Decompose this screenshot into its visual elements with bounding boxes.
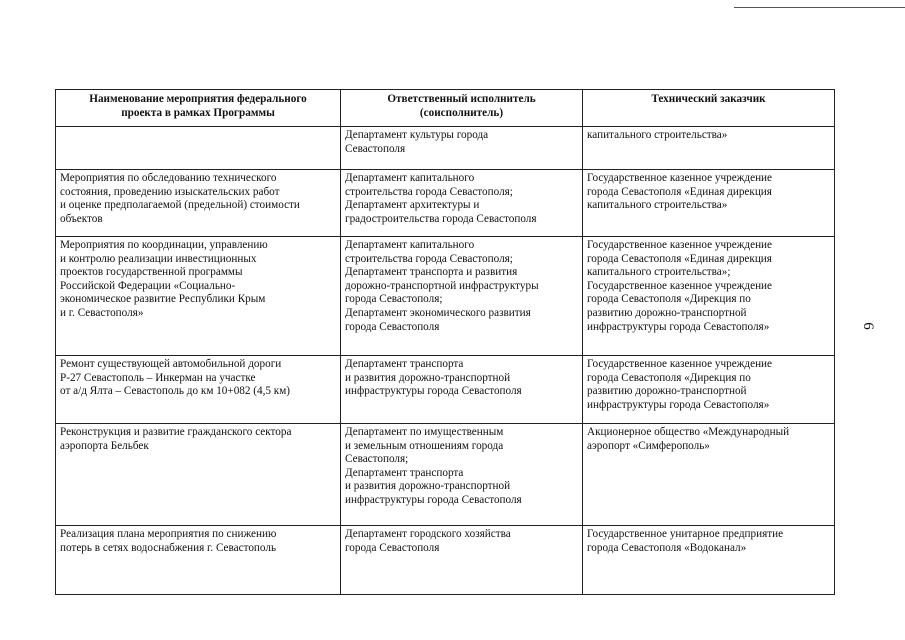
table-row bbox=[56, 356, 835, 424]
cell-customer: Государственное казенное учреждение города Севастополя «Дирекция по развитию дорожно-транспортной инфраструктуры города Севастополя» bbox=[583, 356, 835, 424]
header-responsible-executor: Ответственный исполнитель (соисполнитель) bbox=[341, 90, 583, 127]
page-number: 6 bbox=[860, 322, 876, 330]
table-row bbox=[56, 237, 835, 356]
cell-executor: Департамент капитального строительства города Севастополя; Департамент транспорта и развития дорожно-транспортной инфраструктуры города Севастополя; Департамент экономического развития города Севастополя bbox=[341, 237, 583, 356]
table-row bbox=[56, 170, 835, 237]
cell-event: Реализация плана мероприятия по снижению потерь в сетях водоснабжения г. Севастополь bbox=[56, 526, 341, 595]
cell-event: Мероприятия по координации, управлению и контролю реализации инвестиционных проектов государственной программы Российской Федерации «Социально- экономическое развитие Республики Крым и г. Севастополя» bbox=[56, 237, 341, 356]
cell-executor: Департамент городского хозяйства города Севастополя bbox=[341, 526, 583, 595]
cell-customer: Акционерное общество «Международный аэропорт «Симферополь» bbox=[583, 424, 835, 526]
header-technical-customer: Технический заказчик bbox=[583, 90, 835, 127]
cell-executor: Департамент транспорта и развития дорожно-транспортной инфраструктуры города Севастополя bbox=[341, 356, 583, 424]
table-row bbox=[56, 526, 835, 595]
table-row bbox=[56, 127, 835, 170]
cell-event: Реконструкция и развитие гражданского сектора аэропорта Бельбек bbox=[56, 424, 341, 526]
cell-event: Ремонт существующей автомобильной дороги Р-27 Севастополь – Инкерман на участке от а/д Ялта – Севастополь до км 10+082 (4,5 км) bbox=[56, 356, 341, 424]
cell-executor: Департамент культуры города Севастополя bbox=[341, 127, 583, 170]
header-row bbox=[56, 90, 835, 127]
cell-executor: Департамент капитального строительства города Севастополя; Департамент архитектуры и градостроительства города Севастополя bbox=[341, 170, 583, 237]
cell-customer: Государственное казенное учреждение города Севастополя «Единая дирекция капитального строительства» bbox=[583, 170, 835, 237]
cell-customer: капитального строительства» bbox=[583, 127, 835, 170]
top-rule bbox=[734, 7, 905, 8]
header-event-name: Наименование мероприятия федерального проекта в рамках Программы bbox=[56, 90, 341, 127]
cell-customer: Государственное казенное учреждение города Севастополя «Единая дирекция капитального строительства»; Государственное казенное учреждение города Севастополя «Дирекция по развитию дорожно-транспортной инфраструктуры города Севастополя» bbox=[583, 237, 835, 356]
cell-event bbox=[56, 127, 341, 170]
cell-event: Мероприятия по обследованию технического состояния, проведению изыскательских работ и оценке предполагаемой (предельной) стоимости объектов bbox=[56, 170, 341, 237]
program-table bbox=[55, 89, 835, 595]
cell-customer: Государственное унитарное предприятие города Севастополя «Водоканал» bbox=[583, 526, 835, 595]
cell-executor: Департамент по имущественным и земельным отношениям города Севастополя; Департамент транспорта и развития дорожно-транспортной инфраструктуры города Севастополя bbox=[341, 424, 583, 526]
table-row bbox=[56, 424, 835, 526]
